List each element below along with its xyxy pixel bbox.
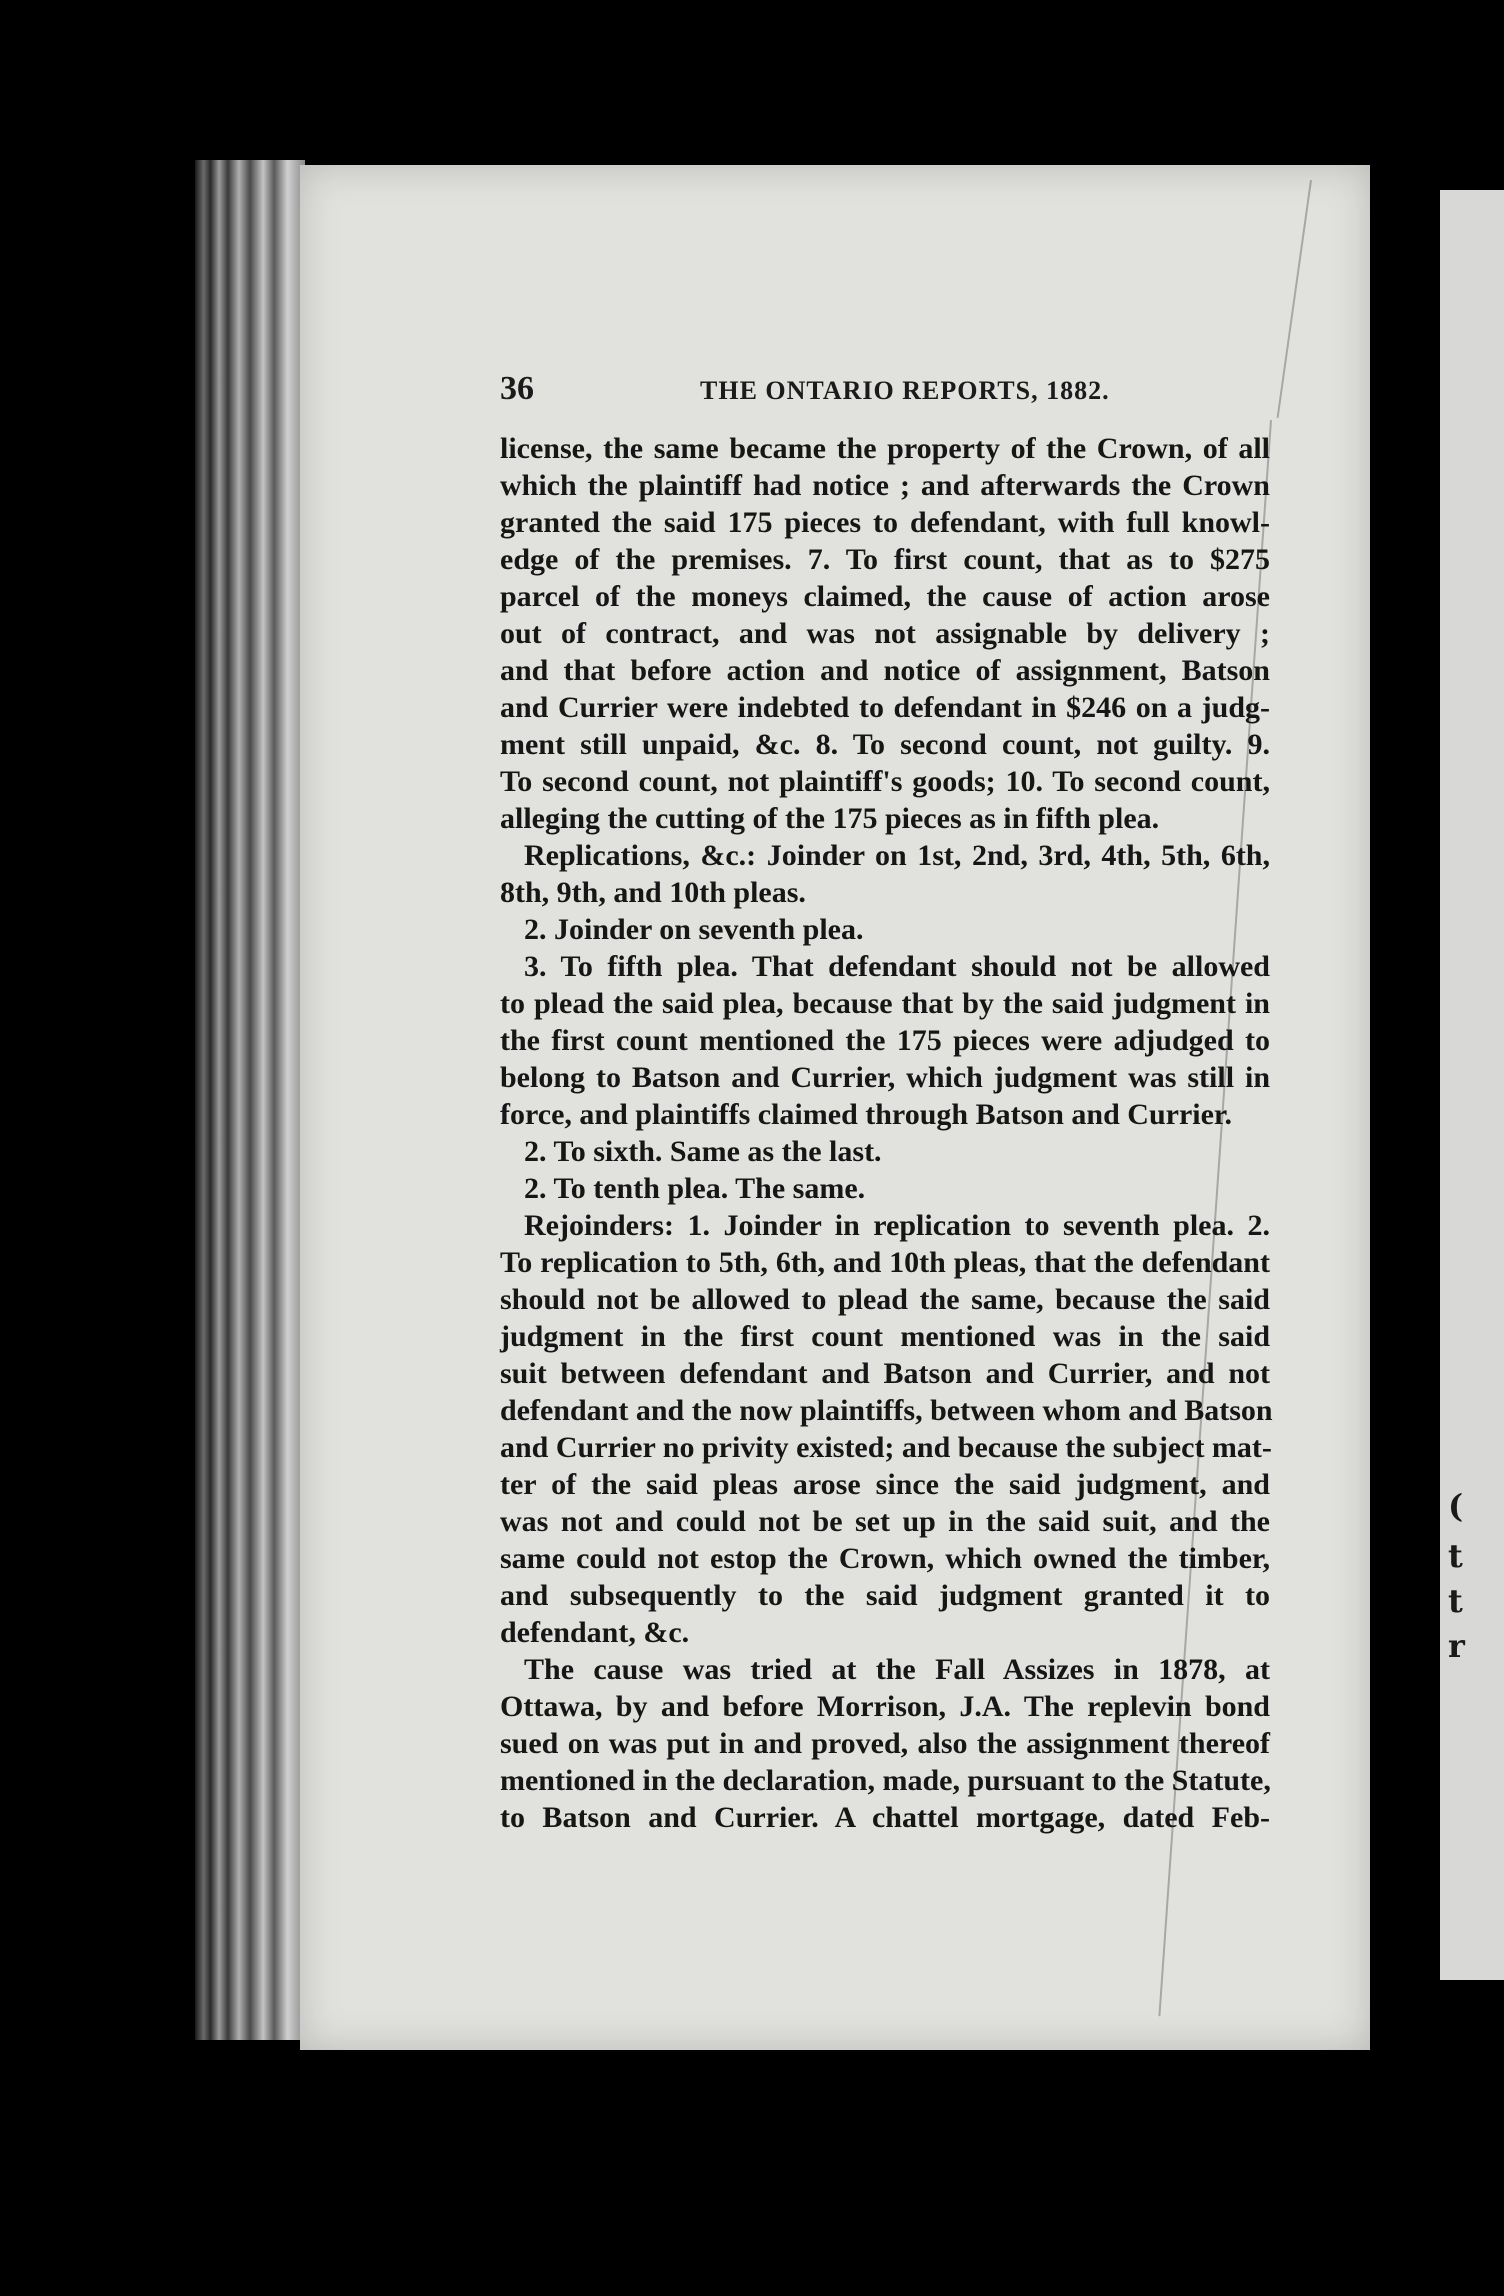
text-line: To second count, not plaintiff's goods; 10. To second count, [500,765,1270,798]
text-line: suit between defendant and Batson and Currier, and not [500,1357,1270,1390]
adjacent-page-fragment: ( [1448,1487,1464,1525]
text-line: out of contract, and was not assignable by delivery ; [500,617,1270,650]
text-line: was not and could not be set up in the said suit, and the [500,1505,1270,1538]
text-line: and that before action and notice of assignment, Batson [500,654,1270,687]
page-header [500,370,1300,420]
text-line: judgment in the first count mentioned was in the said [500,1320,1270,1353]
adjacent-page-fragment: t [1448,1582,1463,1620]
text-line: Replications, &c.: Joinder on 1st, 2nd, 3rd, 4th, 5th, 6th, [524,839,1270,872]
adjacent-page-fragment: r [1448,1627,1465,1665]
text-line: which the plaintiff had notice ; and afterwards the Crown [500,469,1270,502]
text-line: To replication to 5th, 6th, and 10th pleas, that the defendant [500,1246,1270,1279]
adjacent-page-strip [1440,190,1504,1980]
text-line: sued on was put in and proved, also the assignment thereof [500,1727,1270,1760]
text-line: 8th, 9th, and 10th pleas. [500,876,806,909]
adjacent-page-fragment: t [1448,1537,1463,1575]
text-line: Ottawa, by and before Morrison, J.A. The replevin bond [500,1690,1270,1723]
text-line: the first count mentioned the 175 pieces were adjudged to [500,1024,1270,1057]
text-line: ment still unpaid, &c. 8. To second count, not guilty. 9. [500,728,1270,761]
body-text [500,430,1273,1836]
text-line: license, the same became the property of the Crown, of all [500,432,1270,465]
text-line: should not be allowed to plead the same, because the said [500,1283,1270,1316]
text-line: The cause was tried at the Fall Assizes in 1878, at [524,1653,1270,1686]
text-line: to Batson and Currier. A chattel mortgage, dated Feb- [500,1801,1270,1834]
text-line: Rejoinders: 1. Joinder in replication to seventh plea. 2. [524,1209,1270,1242]
text-line: edge of the premises. 7. To first count, that as to $275 [500,543,1270,576]
text-line: and Currier were indebted to defendant in $246 on a judg- [500,691,1270,724]
text-line: same could not estop the Crown, which owned the timber, [500,1542,1270,1575]
page-number: 36 [500,370,534,407]
text-line: parcel of the moneys claimed, the cause of action arose [500,580,1270,613]
text-line: 2. To tenth plea. The same. [524,1172,866,1205]
text-line: and subsequently to the said judgment granted it to [500,1579,1270,1612]
text-line: mentioned in the declaration, made, pursuant to the Statute, [500,1764,1271,1797]
text-line: belong to Batson and Currier, which judgment was still in [500,1061,1270,1094]
text-line: defendant, &c. [500,1616,690,1649]
text-line: alleging the cutting of the 175 pieces as in fifth plea. [500,802,1160,835]
text-line: 3. To fifth plea. That defendant should not be allowed [524,950,1270,983]
text-line: defendant and the now plaintiffs, between whom and Batson [500,1394,1273,1427]
text-line: force, and plaintiffs claimed through Batson and Currier. [500,1098,1232,1131]
text-line: 2. Joinder on seventh plea. [524,913,864,946]
text-line: granted the said 175 pieces to defendant, with full knowl- [500,506,1270,539]
text-line: and Currier no privity existed; and because the subject mat- [500,1431,1272,1464]
text-line: 2. To sixth. Same as the last. [524,1135,882,1168]
text-line: to plead the said plea, because that by the said judgment in [500,987,1270,1020]
page-edges [195,160,305,2040]
text-line: ter of the said pleas arose since the said judgment, and [500,1468,1270,1501]
running-head: THE ONTARIO REPORTS, 1882. [700,376,1110,405]
